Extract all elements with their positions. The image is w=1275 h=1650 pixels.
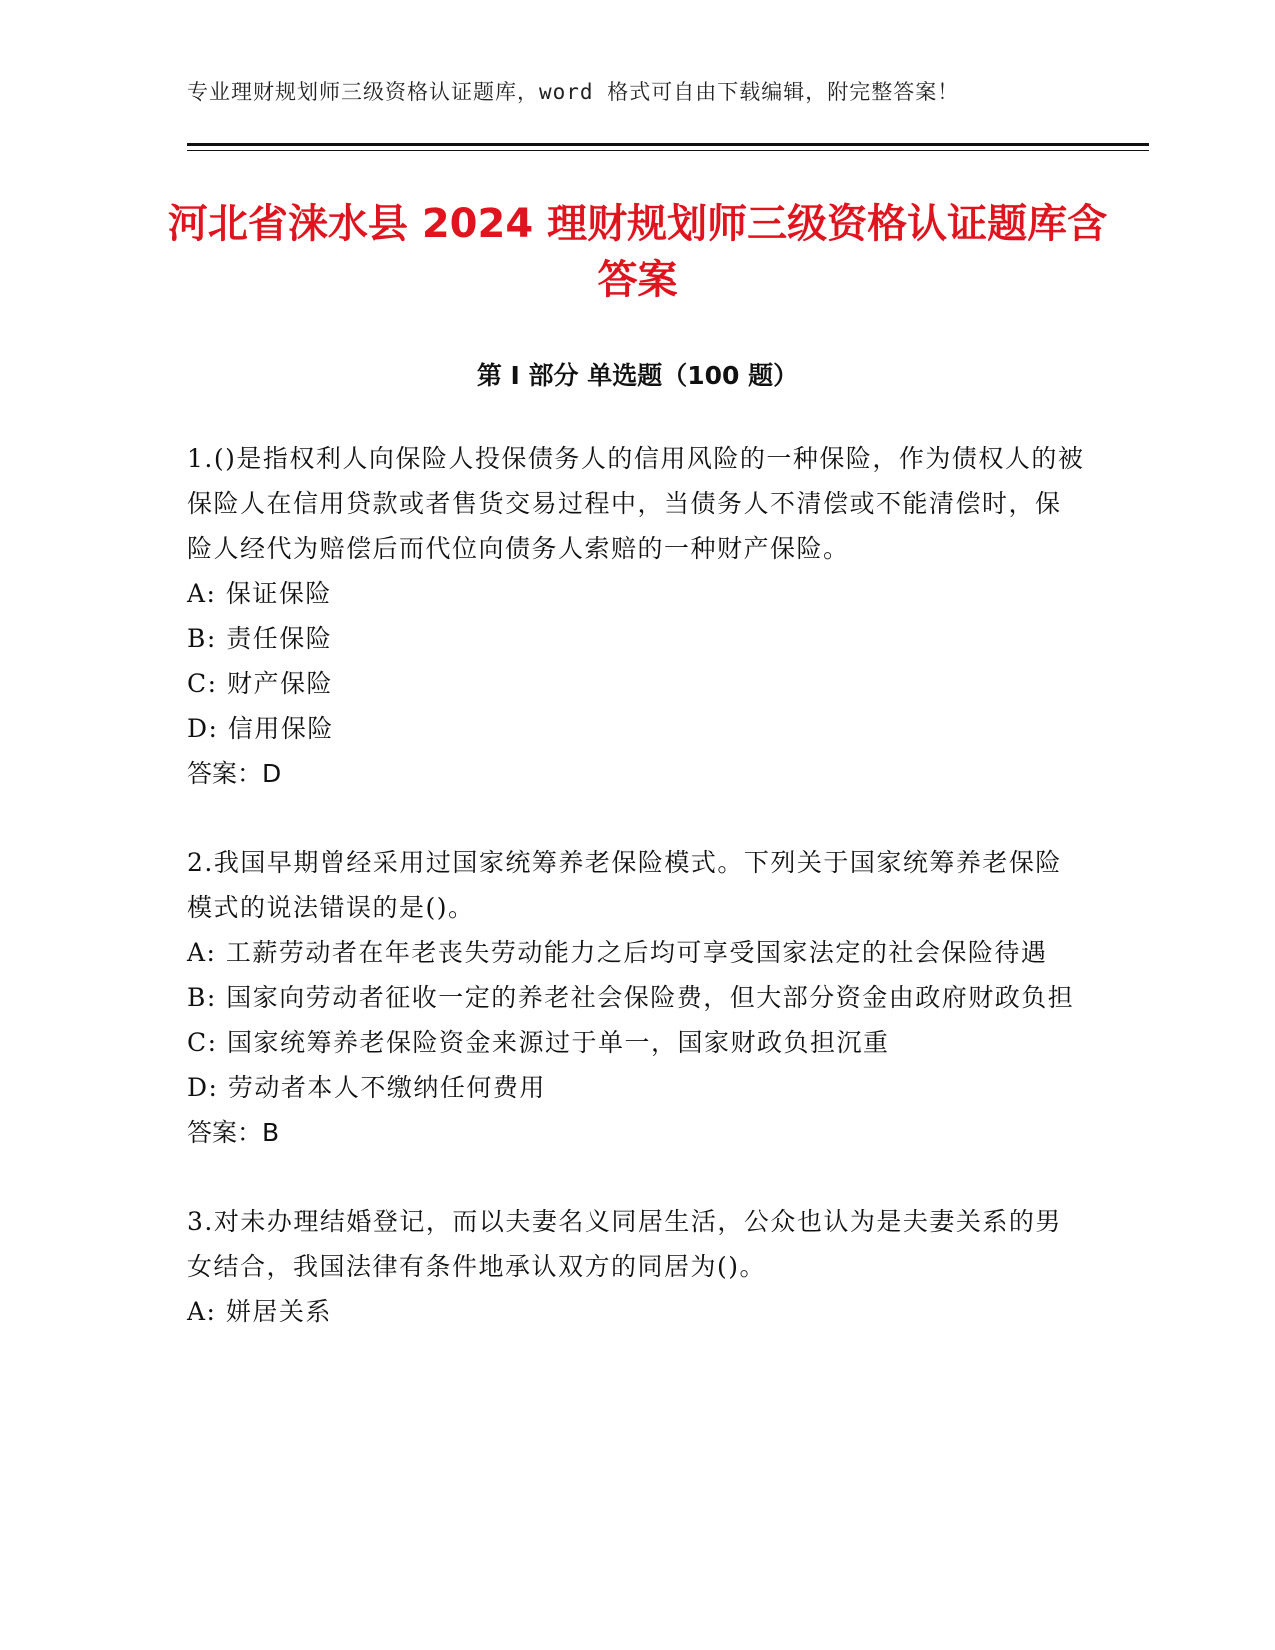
question-item xyxy=(187,840,1087,1155)
question-item xyxy=(187,436,1087,796)
question-list xyxy=(187,436,1087,1378)
header-divider-thin xyxy=(187,150,1149,151)
question-option-a: A: 保证保险 xyxy=(187,579,332,608)
question-option-c: C: 财产保险 xyxy=(187,669,333,698)
header-divider-thick xyxy=(187,143,1149,146)
question-option-d: D: 劳动者本人不缴纳任何费用 xyxy=(187,1073,546,1102)
question-option-c: C: 国家统筹养老保险资金来源过于单一，国家财政负担沉重 xyxy=(187,1028,890,1057)
question-answer: 答案：D xyxy=(187,759,282,788)
question-option-b: B: 国家向劳动者征收一定的养老社会保险费，但大部分资金由政府财政负担 xyxy=(187,983,1075,1012)
question-item xyxy=(187,1199,1087,1334)
question-option-b: B: 责任保险 xyxy=(187,624,333,653)
header-note: 专业理财规划师三级资格认证题库，word 格式可自由下载编辑，附完整答案！ xyxy=(187,80,960,104)
question-stem: 3.对未办理结婚登记，而以夫妻名义同居生活，公众也认为是夫妻关系的男女结合，我国法律有条件地承认双方的同居为()。 xyxy=(187,1207,1062,1281)
question-option-d: D: 信用保险 xyxy=(187,714,334,743)
question-option-a: A: 姘居关系 xyxy=(187,1297,332,1326)
section-heading: 第 I 部分 单选题（100 题） xyxy=(476,361,799,390)
question-stem: 2.我国早期曾经采用过国家统筹养老保险模式。下列关于国家统筹养老保险模式的说法错误的是()。 xyxy=(187,848,1062,922)
question-answer: 答案：B xyxy=(187,1118,280,1147)
question-stem: 1.()是指权利人向保险人投保债务人的信用风险的一种保险，作为债权人的被保险人在信用贷款或者售货交易过程中，当债务人不清偿或不能清偿时，保险人经代为赔偿后而代位向债务人索赔的一种财产保险。 xyxy=(187,444,1085,563)
document-title: 河北省涞水县 2024 理财规划师三级资格认证题库含答案 xyxy=(167,201,1108,303)
question-option-a: A: 工薪劳动者在年老丧失劳动能力之后均可享受国家法定的社会保险待遇 xyxy=(187,938,1048,967)
